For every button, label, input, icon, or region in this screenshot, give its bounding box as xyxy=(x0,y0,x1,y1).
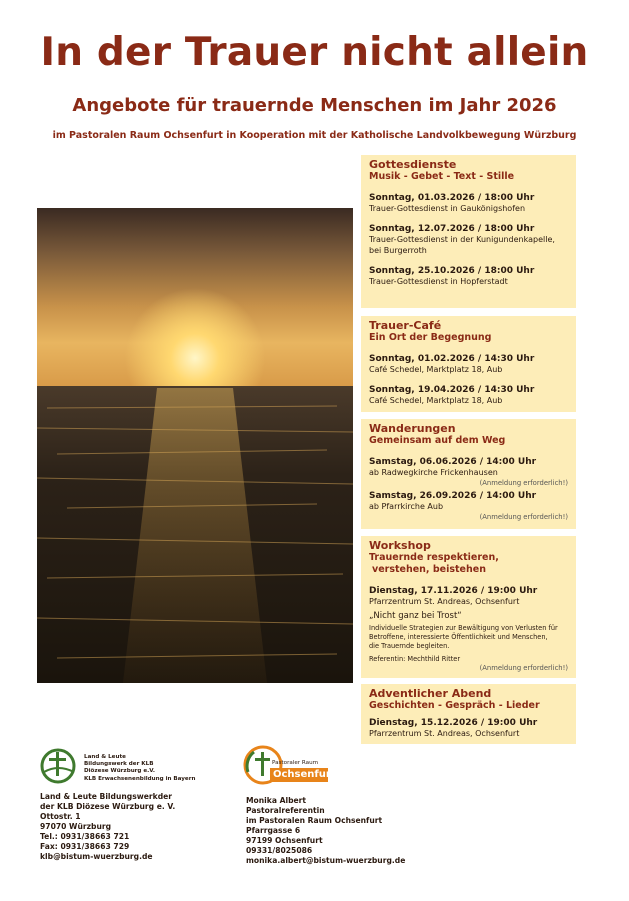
section-subheading: Ein Ort der Begegnung xyxy=(369,332,492,343)
workshop-description xyxy=(369,624,568,651)
pastoral-logo xyxy=(242,744,336,786)
address-line: Pfarrgasse 6 xyxy=(246,826,301,835)
section-heading: Wanderungen xyxy=(369,422,456,435)
section-subheading: verstehen, beistehen xyxy=(372,564,486,575)
address-line: Tel.: 0931/38663 721 xyxy=(40,832,130,841)
klb-logo xyxy=(40,748,80,784)
pastoral-address xyxy=(246,796,405,866)
section-subheading: Musik - Gebet - Text - Stille xyxy=(369,171,515,182)
description-line: die Trauernde begleiten. xyxy=(369,642,450,650)
address-line: Pastoralreferentin xyxy=(246,806,325,815)
event-date: Sonntag, 01.02.2026 / 14:30 Uhr xyxy=(369,354,535,364)
panel-advent xyxy=(361,684,576,744)
event-date: Samstag, 06.06.2026 / 14:00 Uhr xyxy=(369,457,537,467)
address-line: 97070 Würzburg xyxy=(40,822,112,831)
event-place: ab Pfarrkirche Aub xyxy=(369,502,444,511)
section-subheading: Geschichten - Gespräch - Lieder xyxy=(369,700,540,711)
address-line: Ottostr. 1 xyxy=(40,812,81,821)
logo-line: Bildungswerk der KLB xyxy=(84,761,154,768)
address-line: Monika Albert xyxy=(246,796,307,805)
description-line: Individuelle Strategien zur Bewältigung von Verlusten für xyxy=(369,624,558,632)
event-item xyxy=(369,491,568,521)
klb-address xyxy=(40,792,175,862)
panel-workshop xyxy=(361,536,576,678)
logo-line: Diözese Würzburg e.V. xyxy=(84,768,156,775)
registration-note: (Anmeldung erforderlich!) xyxy=(479,479,568,487)
address-line: im Pastoralen Raum Ochsenfurt xyxy=(246,816,383,825)
workshop-title: „Nicht ganz bei Trost“ xyxy=(369,611,462,621)
event-item xyxy=(369,224,568,256)
email-link[interactable]: klb@bistum-wuerzburg.de xyxy=(40,852,153,861)
logo-line: Land & Leute xyxy=(84,754,126,760)
event-item xyxy=(369,193,568,214)
section-heading: Adventlicher Abend xyxy=(369,687,492,700)
cooperation-line: im Pastoralen Raum Ochsenfurt in Kooperation mit der Katholische Landvolkbewegung Würzburg xyxy=(52,130,577,141)
event-place: bei Burgerroth xyxy=(369,246,427,255)
logo-line: KLB Erwachsenenbildung in Bayern xyxy=(84,775,196,782)
event-item xyxy=(369,385,568,406)
sunset-photo xyxy=(37,208,353,683)
event-place: Pfarrzentrum St. Andreas, Ochsenfurt xyxy=(369,597,520,606)
pastoral-logo-line1: Pastoraler Raum xyxy=(272,760,319,766)
event-date: Dienstag, 17.11.2026 / 19:00 Uhr xyxy=(369,586,538,596)
event-item xyxy=(369,354,568,375)
panel-trauer-cafe xyxy=(361,316,576,412)
panel-wanderungen xyxy=(361,419,576,529)
event-place: Pfarrzentrum St. Andreas, Ochsenfurt xyxy=(369,729,520,738)
page-subtitle: Angebote für trauernde Menschen im Jahr 2026 xyxy=(72,95,557,116)
event-date: Dienstag, 15.12.2026 / 19:00 Uhr xyxy=(369,718,538,728)
event-place: Trauer-Gottesdienst in Hopferstadt xyxy=(369,277,508,286)
event-date: Samstag, 26.09.2026 / 14:00 Uhr xyxy=(369,491,537,501)
event-place: Café Schedel, Marktplatz 18, Aub xyxy=(369,365,503,374)
event-place: Café Schedel, Marktplatz 18, Aub xyxy=(369,396,503,405)
panel-gottesdienste xyxy=(361,155,576,308)
email-link[interactable]: monika.albert@bistum-wuerzburg.de xyxy=(246,856,406,865)
event-item xyxy=(369,718,568,739)
event-date: Sonntag, 12.07.2026 / 18:00 Uhr xyxy=(369,224,535,234)
klb-logo-icon xyxy=(40,748,80,784)
address-line: der KLB Diözese Würzburg e. V. xyxy=(40,802,176,811)
klb-logo-text xyxy=(84,754,195,783)
address-line: 97199 Ochsenfurt xyxy=(246,836,323,845)
address-line: Land & Leute Bildungswerkder xyxy=(40,792,173,801)
event-item xyxy=(369,457,568,487)
page-title: In der Trauer nicht allein xyxy=(40,30,589,75)
event-place: Trauer-Gottesdienst in der Kunigundenkapelle, xyxy=(369,235,555,244)
section-subheading: Trauernde respektieren, xyxy=(369,552,499,563)
address-line: 09331/8025086 xyxy=(246,846,313,855)
registration-note: (Anmeldung erforderlich!) xyxy=(479,664,568,672)
pastoral-logo-line2: Ochsenfurt xyxy=(273,769,336,780)
event-place: ab Radwegkirche Frickenhausen xyxy=(369,468,498,477)
event-item xyxy=(369,586,568,607)
event-date: Sonntag, 19.04.2026 / 14:30 Uhr xyxy=(369,385,535,395)
description-line: Betroffene, interessierte Öffentlichkeit und Menschen, xyxy=(369,633,548,641)
section-heading: Gottesdienste xyxy=(369,158,457,171)
event-date: Sonntag, 01.03.2026 / 18:00 Uhr xyxy=(369,193,535,203)
section-heading: Workshop xyxy=(369,539,431,552)
registration-note: (Anmeldung erforderlich!) xyxy=(479,513,568,521)
event-date: Sonntag, 25.10.2026 / 18:00 Uhr xyxy=(369,266,535,276)
section-subheading: Gemeinsam auf dem Weg xyxy=(369,435,506,446)
workshop-referent: Referentin: Mechthild Ritter xyxy=(369,655,461,663)
event-place: Trauer-Gottesdienst in Gaukönigshofen xyxy=(369,204,526,213)
section-heading: Trauer-Café xyxy=(369,319,442,332)
address-line: Fax: 0931/38663 729 xyxy=(40,842,130,851)
event-item xyxy=(369,266,568,287)
